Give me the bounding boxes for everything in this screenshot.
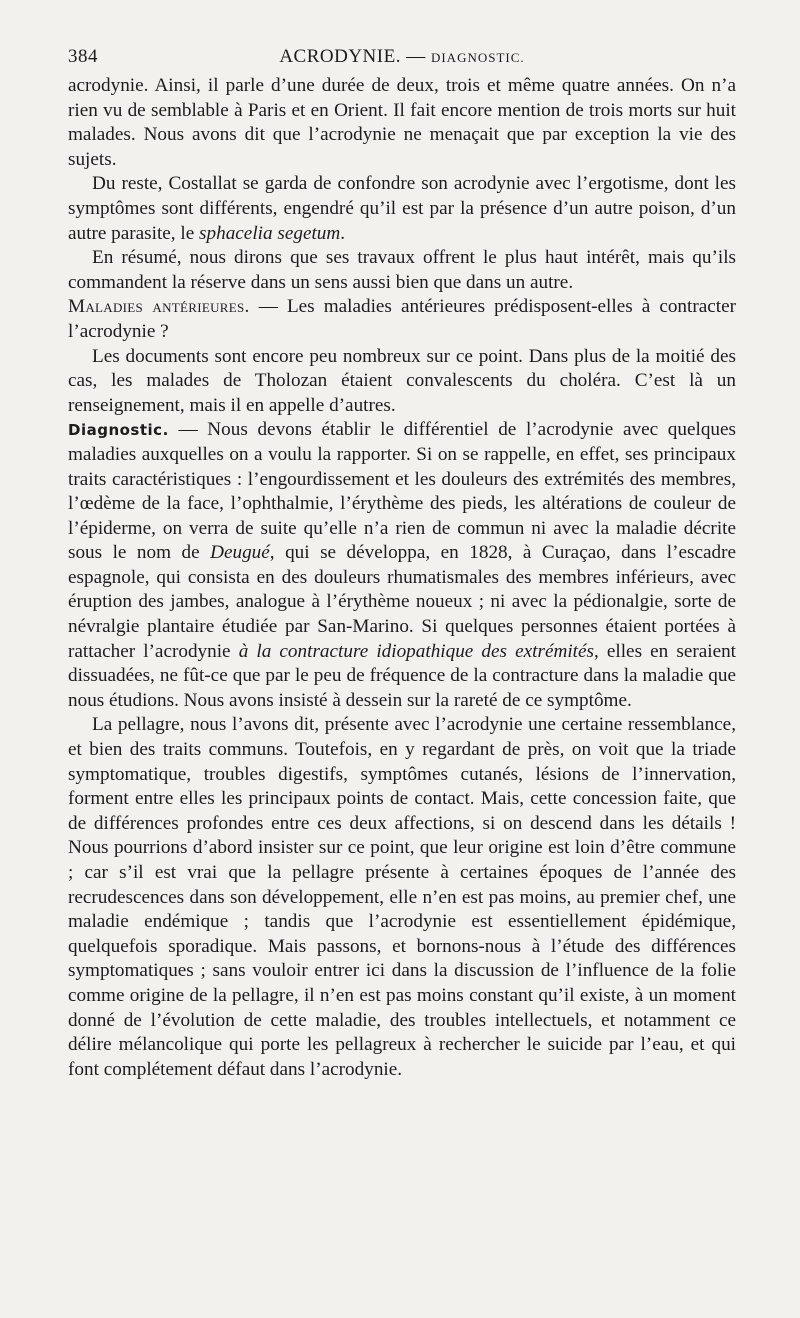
paragraph-2-text-b: .	[340, 222, 346, 244]
section-heading-diagnostic: Diagnostic.	[68, 421, 169, 440]
running-title-main: ACRODYNIE.	[279, 46, 401, 67]
paragraph-6-italic-deugue: Deugué	[210, 542, 270, 564]
paragraph-6-text-b: , qui se développa, en 1828, à Curaçao, dans l’escadre espagnole, qui consista en des douleurs rhumatismales des membres inférieurs, avec éruption des jambes, analogue à l’érythème noueux ; ni avec la pédionalgie, sorte de névralgie plantaire étudiée par San-Marino. Si quelques personnes étaient portées à rattacher l’acrodynie	[68, 542, 736, 662]
paragraph-6	[68, 418, 736, 713]
paragraph-4-text: — Les maladies antérieures prédisposent-elles à contracter l’acrodynie ?	[68, 296, 737, 342]
book-page	[68, 40, 736, 1082]
paragraph-5: Les documents sont encore peu nombreux sur ce point. Dans plus de la moitié des cas, les malades de Tholozan étaient convalescents du choléra. C’est là un renseignement, mais il en appelle d’autres.	[68, 345, 736, 416]
paragraph-7: La pellagre, nous l’avons dit, présente avec l’acrodynie une certaine ressemblance, et bien des traits communs. Toutefois, en y regardant de près, on voit que la triade symptomatique, troubles digestifs, symptômes cutanés, lésions de l’innervation, forment entre elles les principaux points de contact. Mais, cette concession faite, que de différences profondes entre ces deux affections, si on descend dans les détails ! Nous pourrions d’abord insister sur ce point, que leur origine est loin d’être commune ; car s’il est vrai que la pellagre présente à certaines époques de l’année des recrudescences dans son développement, elle n’en est pas moins, au premier chef, une maladie endémique ; tandis que l’acrodynie est essentiellement épidémique, quelquefois sporadique. Mais passons, et bornons-nous à l’étude des différences symptomatiques ; sans vouloir entrer ici dans la discussion de l’influence de la folie comme origine de la pellagre, il n’en est pas moins constant qu’il existe, à un moment donné de l’évolution de cette maladie, des troubles intellectuels, et notamment ce délire mélancolique qui porte les pellagreux à rechercher le suicide par l’eau, et qui font complétement défaut dans l’acrodynie.	[68, 714, 736, 1080]
paragraph-4	[68, 295, 736, 344]
paragraph-6-italic-contracture: à la contracture idiopathique des extrémités	[238, 640, 594, 662]
paragraph-2-text-a: Du reste, Costallat se garda de confondre son acrodynie avec l’ergotisme, dont les symptômes sont différents, engendré qu’il est par la présence d’un autre poison, d’un autre parasite, le	[68, 173, 736, 244]
paragraph-3: En résumé, nous dirons que ses travaux offrent le plus haut intérêt, mais qu’ils commandent la réserve dans un sens aussi bien que dans un autre.	[68, 247, 736, 293]
section-heading-maladies-anterieures: Maladies antérieures.	[68, 296, 250, 318]
paragraph-2	[68, 172, 736, 246]
body-text	[68, 74, 736, 1082]
paragraph-1: acrodynie. Ainsi, il parle d’une durée de deux, trois et même quatre années. On n’a rien vu de semblable à Paris et en Orient. Il fait encore mention de trois morts sur huit malades. Nous avons dit que l’acrodynie ne menaçait que par exception la vie des sujets.	[68, 75, 736, 170]
page-number: 384	[68, 46, 98, 67]
running-title	[68, 46, 736, 68]
paragraph-2-italic: sphacelia segetum	[199, 222, 341, 244]
running-head	[68, 40, 736, 74]
paragraph-6-text-c: , elles en seraient dissuadées, ne fût-ce que par le peu de fréquence de la contracture dans la maladie que nous étudions. Nous avons insisté à dessein sur la rareté de ce symptôme.	[68, 640, 737, 711]
running-title-separator: —	[406, 46, 426, 67]
running-title-sub: DIAGNOSTIC.	[430, 50, 525, 65]
paragraph-6-text-a: — Nous devons établir le différentiel de l’acrodynie avec quelques maladies auxquelles on a voulu la rapporter. Si on se rappelle, en effet, ses principaux traits caractéristiques : l’engourdissement et les douleurs des extrémités des membres, l’œdème de la face, l’ophthalmie, l’érythème des pieds, les altérations de couleur de l’épiderme, on verra de suite qu’elle n’a rien de commun ni avec la maladie décrite sous le nom de	[68, 419, 736, 564]
